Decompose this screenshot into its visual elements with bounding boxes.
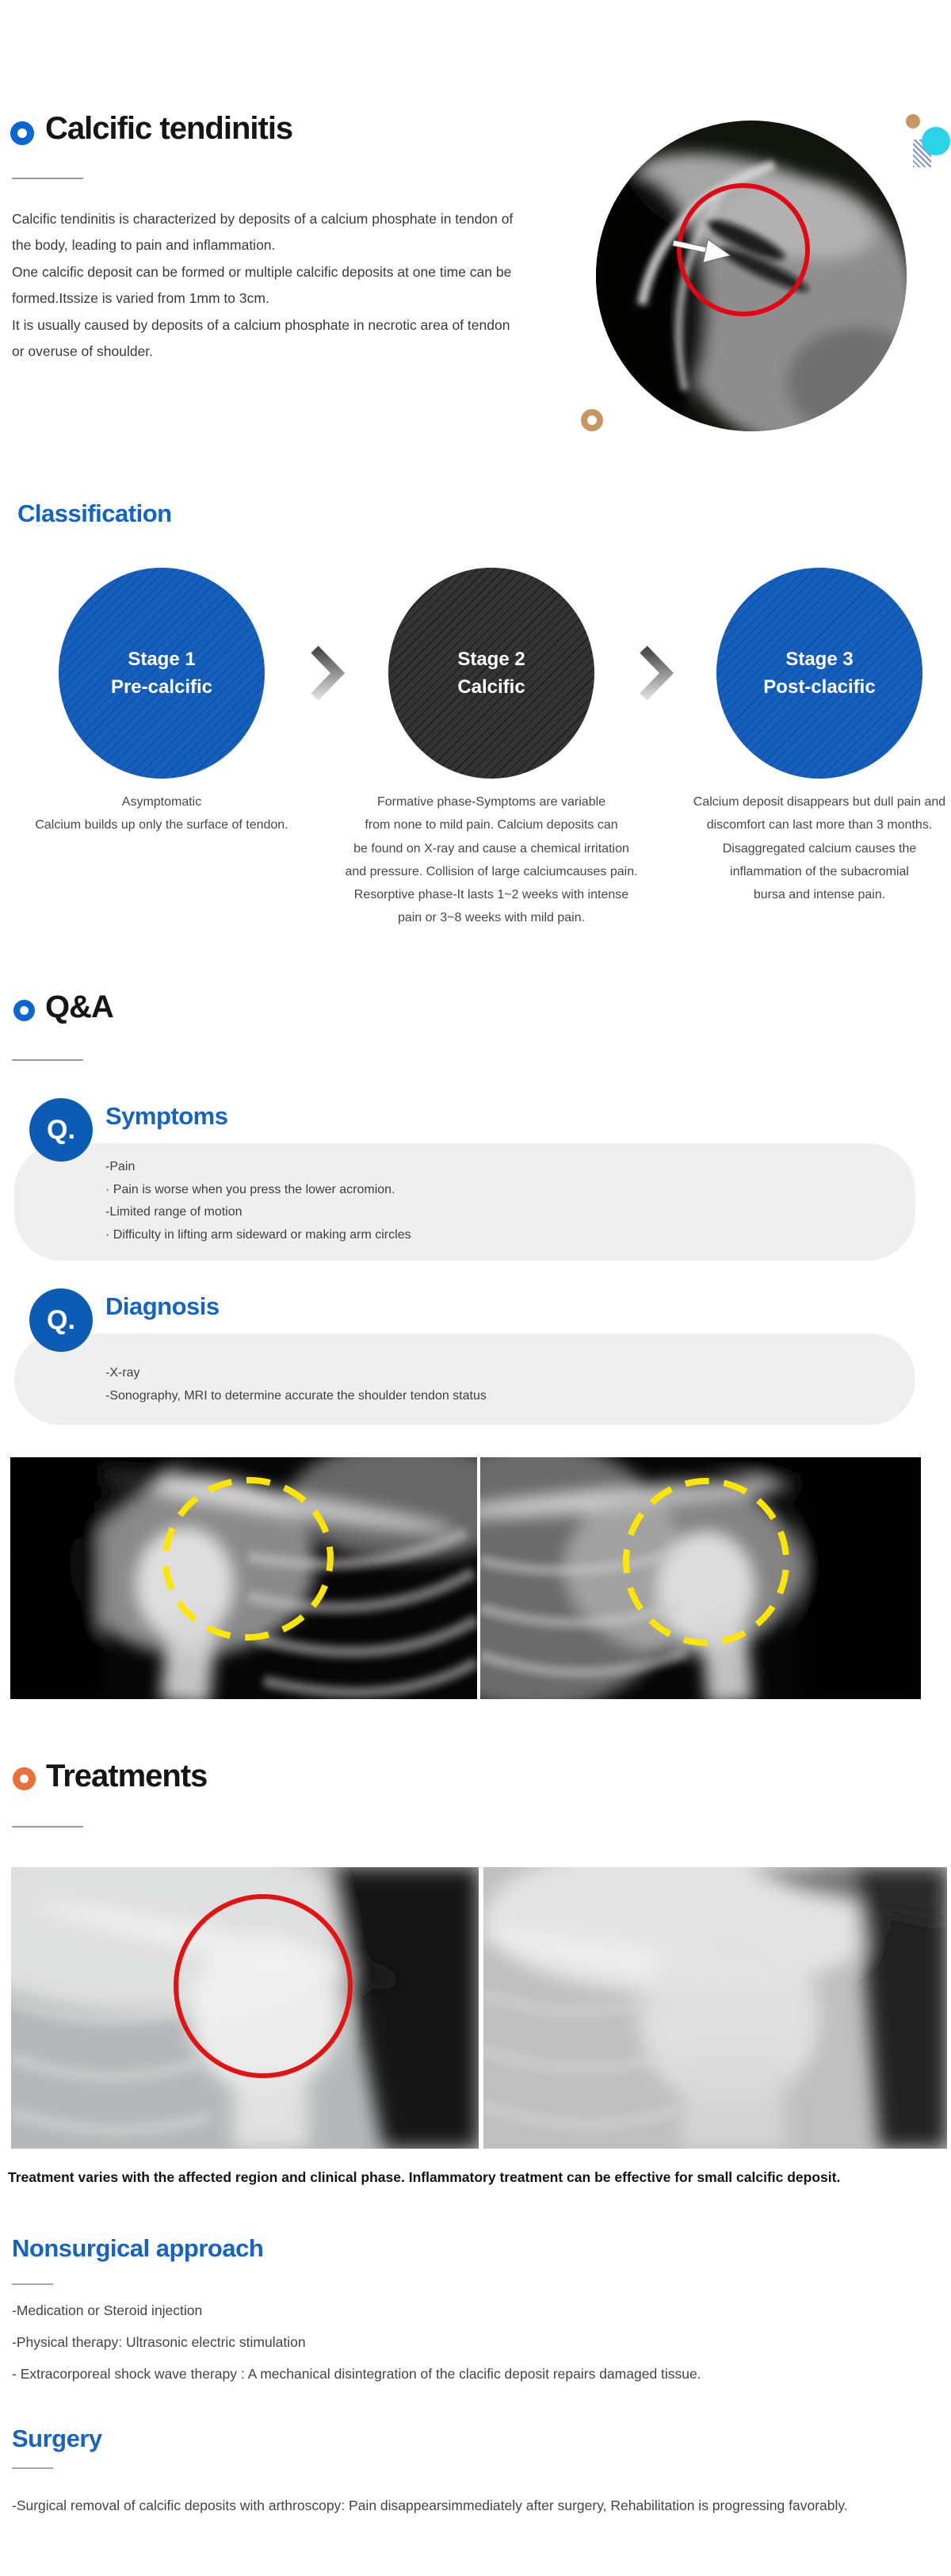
desc-line: Formative phase-Symptoms are variable — [376, 795, 606, 809]
desc-line: Resorptive phase-It lasts 1~2 weeks with intense — [353, 888, 629, 902]
question-badge-label: Q. — [47, 1114, 75, 1145]
xray-image-right-shoulder — [480, 1457, 921, 1699]
symptom-line: -Limited range of motion — [105, 1205, 243, 1219]
stage3-title: Stage 3 — [785, 649, 854, 670]
subsection-divider — [12, 2467, 53, 2469]
stage2-subtitle: Calcific — [457, 676, 525, 698]
mri-graphic — [596, 121, 907, 431]
diagnosis-line: -Sonography, MRI to determine accurate the shoulder tendon status — [105, 1388, 487, 1403]
nonsurgical-item: - Extracorporeal shock wave therapy : A mechanical disintegration of the clacific deposit repairs damaged tissue. — [12, 2366, 701, 2382]
intro-line: or overuse of shoulder. — [12, 343, 154, 360]
desc-line: discomfort can last more than 3 months. — [706, 818, 933, 833]
symptom-line: · Difficulty in lifting arm sideward or making arm circles — [105, 1228, 411, 1242]
chevron-right-icon — [309, 645, 346, 702]
intro-line: the body, leading to pain and inflammation. — [12, 237, 276, 254]
section-divider — [12, 1826, 83, 1828]
intro-paragraph — [12, 206, 513, 365]
desc-line: Asymptomatic — [121, 795, 202, 809]
xray-image-treatment-after — [483, 1867, 947, 2149]
desc-line: Calcium deposit disappears but dull pain and — [693, 795, 946, 809]
stage3-circle — [716, 568, 922, 779]
desc-line: pain or 3~8 weeks with mild pain. — [397, 911, 586, 925]
qa-heading: Q&A — [45, 989, 113, 1024]
subsection-divider — [12, 2283, 53, 2285]
decor-ring-icon — [581, 409, 603, 431]
page-title: Calcific tendinitis — [45, 111, 293, 146]
symptom-line: -Pain — [105, 1160, 136, 1173]
symptom-line: · Pain is worse when you press the lower acromion. — [105, 1182, 395, 1196]
stage2-description — [341, 790, 642, 930]
diagnosis-line: -X-ray — [105, 1366, 140, 1380]
desc-line: inflammation of the subacromial — [730, 864, 909, 878]
diagnosis-answer-box — [14, 1334, 915, 1425]
mri-shoulder-image — [596, 121, 907, 431]
symptoms-answer-box — [14, 1143, 915, 1261]
stage3-subtitle: Post-clacific — [763, 676, 876, 698]
intro-line: It is usually caused by deposits of a calcium phosphate in necrotic area of tendon — [12, 316, 510, 333]
question-badge — [29, 1098, 93, 1162]
surgery-list — [12, 2490, 848, 2521]
stage1-description — [19, 790, 304, 837]
surgery-heading: Surgery — [12, 2425, 102, 2452]
decor-cyan-circle-icon — [922, 127, 950, 155]
stage1-title: Stage 1 — [128, 649, 196, 670]
bullet-donut-icon — [10, 121, 34, 145]
intro-line: One calcific deposit can be formed or multiple calcific deposits at one time can be — [12, 263, 512, 280]
stage1-subtitle: Pre-calcific — [110, 676, 213, 698]
stage2-title: Stage 2 — [457, 649, 525, 670]
desc-line: from none to mild pain. Calcium deposits can — [365, 818, 618, 833]
stage3-description — [686, 790, 951, 906]
decor-dot-icon — [906, 114, 920, 128]
intro-line: formed.Itssize is varied from 1mm to 3cm. — [12, 290, 269, 307]
treatments-heading: Treatments — [46, 1759, 208, 1793]
intro-line: Calcific tendinitis is characterized by deposits of a calcium phosphate in tendon of — [12, 211, 514, 227]
diagnosis-title: Diagnosis — [105, 1292, 220, 1320]
xray-image-treatment-before — [11, 1867, 479, 2149]
question-badge — [29, 1288, 93, 1352]
stage1-circle — [59, 568, 265, 779]
nonsurgical-item: -Medication or Steroid injection — [12, 2302, 203, 2318]
treatment-caption: Treatment varies with the affected region and clinical phase. Inflammatory treatment can be effective for small calcific deposit. — [8, 2169, 841, 2185]
question-badge-label: Q. — [47, 1304, 75, 1335]
desc-line: Calcium builds up only the surface of tendon. — [35, 818, 288, 833]
bullet-donut-icon — [13, 1000, 35, 1021]
symptoms-title: Symptoms — [105, 1102, 228, 1130]
section-divider — [12, 178, 83, 179]
xray-image-left-shoulder — [10, 1457, 477, 1699]
desc-line: be found on X-ray and cause a chemical irritation — [353, 841, 629, 855]
desc-line: and pressure. Collision of large calciumcauses pain. — [345, 864, 638, 878]
nonsurgical-heading: Nonsurgical approach — [12, 2234, 264, 2262]
desc-line: bursa and intense pain. — [753, 888, 886, 902]
nonsurgical-item: -Physical therapy: Ultrasonic electric stimulation — [12, 2334, 306, 2350]
section-divider — [12, 1059, 83, 1061]
bullet-donut-icon — [13, 1767, 36, 1790]
classification-heading: Classification — [17, 500, 172, 527]
desc-line: Disaggregated calcium causes the — [722, 841, 917, 855]
surgery-item: -Surgical removal of calcific deposits with arthroscopy: Pain disappearsimmediately after surgery, Rehabilitation is progressing favorably. — [12, 2498, 848, 2513]
stage2-circle — [388, 568, 594, 779]
chevron-right-icon — [638, 645, 674, 702]
nonsurgical-list — [12, 2295, 701, 2390]
